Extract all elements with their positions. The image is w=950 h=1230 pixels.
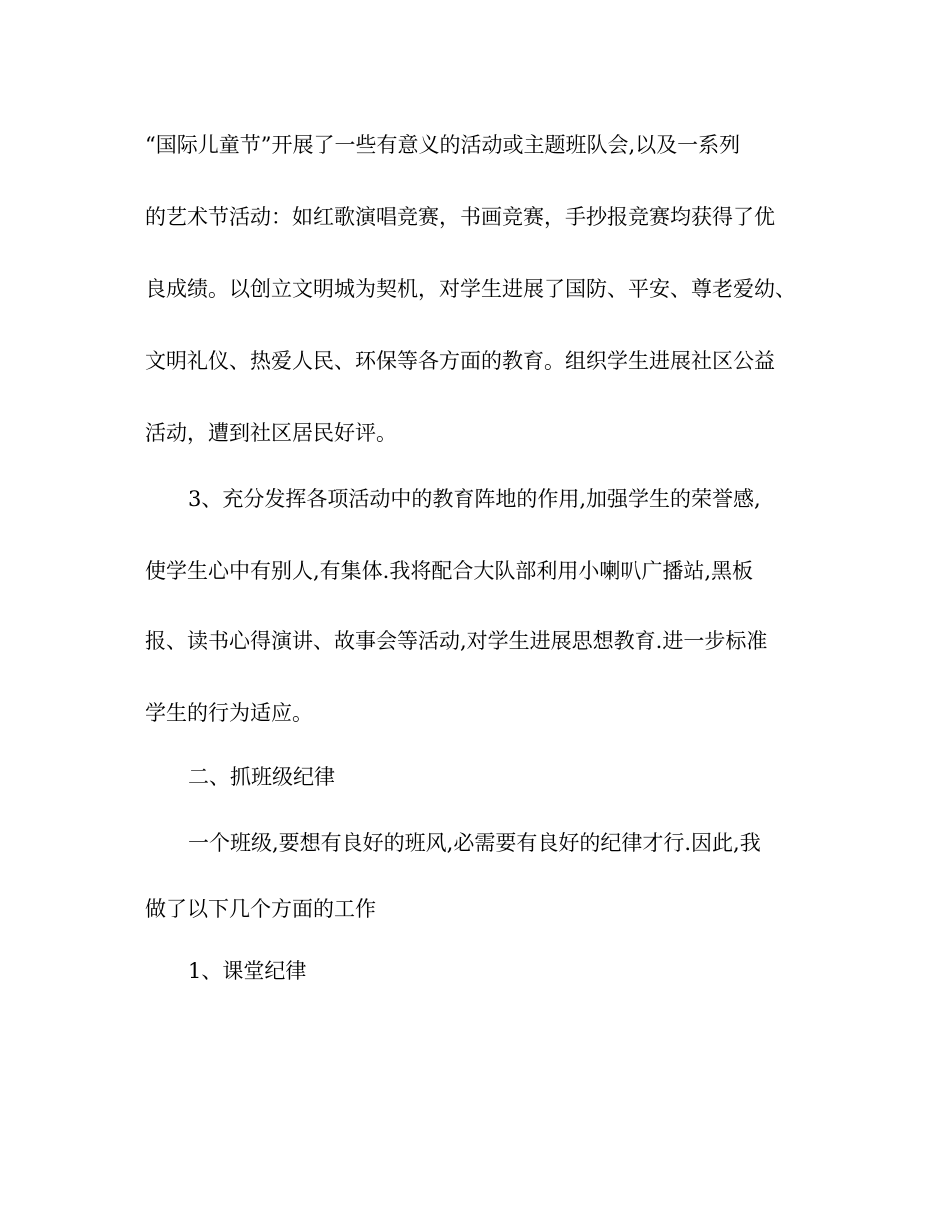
paragraph-line: 3、充分发挥各项活动中的教育阵地的作用,加强学生的荣誉感, bbox=[188, 487, 761, 511]
paragraph-line: 一个班级,要想有良好的班风,必需要有良好的纪律才行.因此,我 bbox=[188, 831, 761, 855]
paragraph-line: 良成绩。以创立文明城为契机，对学生进展了国防、平安、尊老爱幼、 bbox=[145, 277, 796, 301]
paragraph-line: 做了以下几个方面的工作 bbox=[145, 897, 376, 921]
subsection-heading: 1、课堂纪律 bbox=[188, 959, 307, 983]
paragraph-line: 学生的行为适应。 bbox=[145, 701, 313, 725]
paragraph-line: 使学生心中有别人,有集体.我将配合大队部利用小喇叭广播站,黑板 bbox=[145, 559, 754, 583]
paragraph-line: 报、读书心得演讲、故事会等活动,对学生进展思想教育.进一步标准 bbox=[145, 629, 768, 653]
paragraph-line: “国际儿童节”开展了一些有意义的活动或主题班队会,以及一系列 bbox=[145, 133, 741, 157]
section-heading: 二、抓班级纪律 bbox=[188, 765, 335, 789]
paragraph-line: 活动，遭到社区居民好评。 bbox=[145, 421, 397, 445]
paragraph-line: 文明礼仪、热爱人民、环保等各方面的教育。组织学生进展社区公益 bbox=[145, 349, 775, 373]
paragraph-line: 的艺术节活动：如红歌演唱竞赛，书画竞赛，手抄报竞赛均获得了优 bbox=[145, 205, 775, 229]
